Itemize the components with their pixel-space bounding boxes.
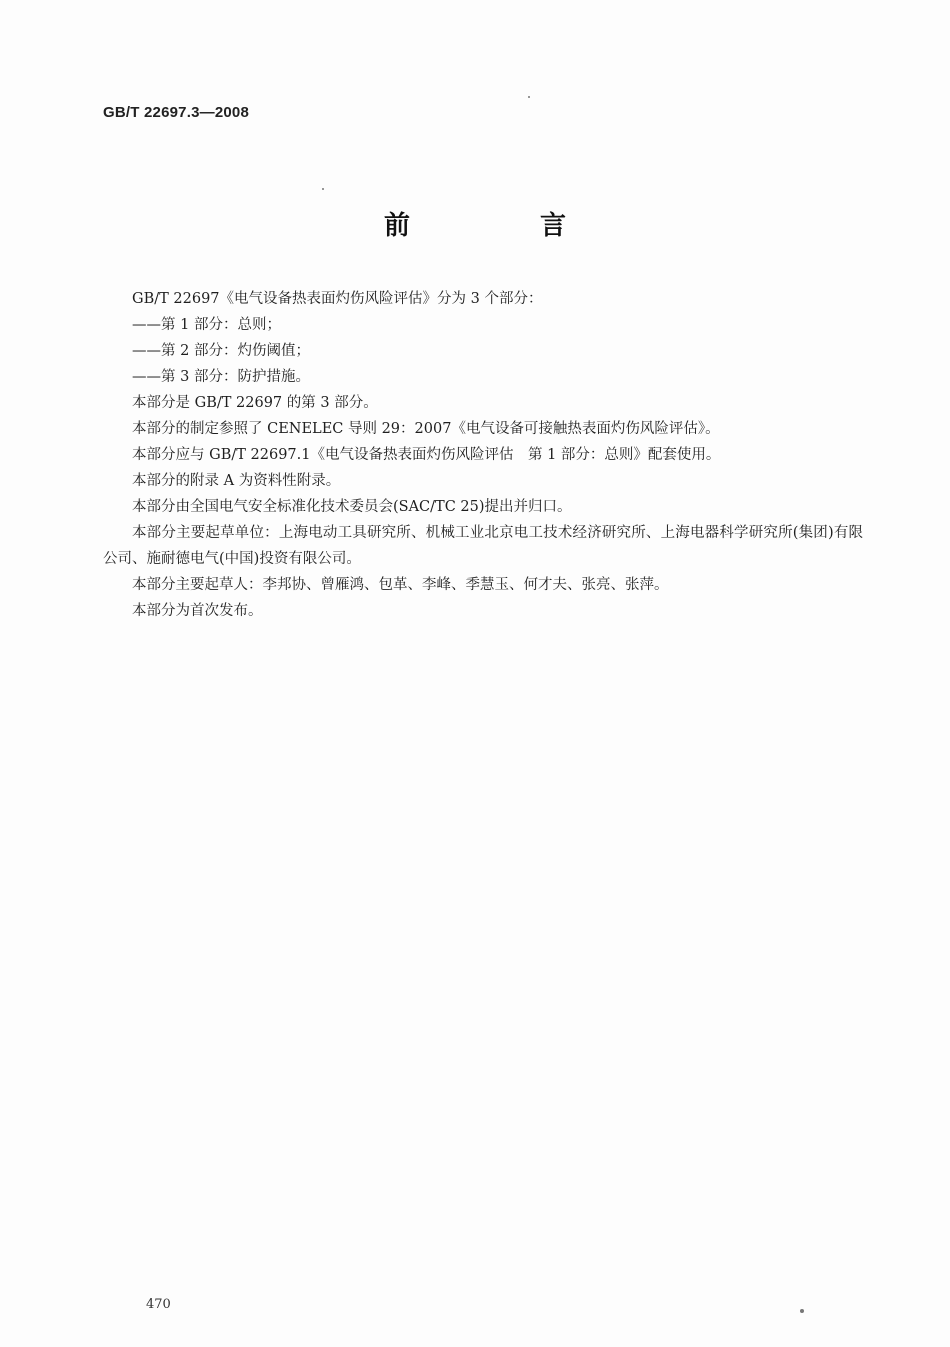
paragraph-drafting-units: 本部分主要起草单位：上海电动工具研究所、机械工业北京电工技术经济研究所、上海电器科学研究所(集团)有限公司、施耐德电气(中国)投资有限公司。 (103, 525, 863, 567)
page-number: 470 (146, 1297, 171, 1312)
foreword-body (103, 286, 863, 624)
paragraph-committee: 本部分由全国电气安全标准化技术委员会(SAC/TC 25)提出并归口。 (132, 499, 572, 515)
list-item-part-1: ——第 1 部分：总则； (132, 317, 281, 333)
page-title: 前 言 (383, 211, 618, 241)
scan-speck (528, 96, 530, 98)
paragraph-part-statement: 本部分是 GB/T 22697 的第 3 部分。 (132, 395, 378, 411)
paragraph-first-release: 本部分为首次发布。 (132, 603, 263, 619)
paragraph-drafters: 本部分主要起草人：李邦协、曾雁鸿、包革、李峰、季慧玉、何才夫、张亮、张萍。 (132, 577, 669, 593)
list-item-part-3: ——第 3 部分：防护措施。 (132, 369, 310, 385)
paragraph-reference: 本部分的制定参照了 CENELEC 导则 29：2007《电气设备可接触热表面灼伤风险评估》。 (132, 421, 720, 437)
list-item-part-2: ——第 2 部分：灼伤阈值； (132, 343, 310, 359)
standard-code: GB/T 22697.3—2008 (103, 104, 249, 121)
paragraph-annex: 本部分的附录 A 为资料性附录。 (132, 473, 341, 489)
paragraph-usage: 本部分应与 GB/T 22697.1《电气设备热表面灼伤风险评估 第 1 部分：总则》配套使用。 (132, 447, 721, 463)
paragraph-parts-intro: GB/T 22697《电气设备热表面灼伤风险评估》分为 3 个部分： (132, 291, 543, 307)
scan-speck (800, 1309, 804, 1313)
scan-speck (322, 188, 324, 190)
